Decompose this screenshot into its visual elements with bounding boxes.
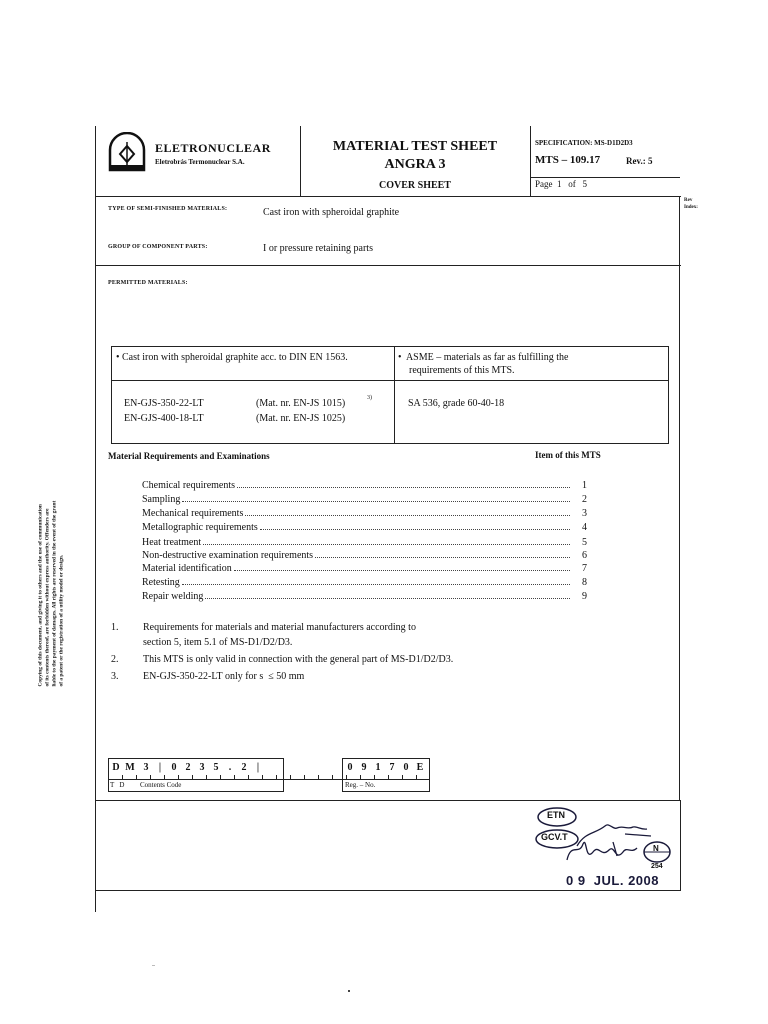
code-cell: | [158,762,162,773]
specification: SPECIFICATION: MS-D1D2D3 [535,139,633,147]
asme-material: SA 536, grade 60-40-18 [408,398,505,409]
code-cell: 2 [185,762,191,773]
note-text: section 5, item 5.1 of MS-D1/D2/D3. [143,637,293,648]
code-cell: . [228,762,232,773]
toc-number: 5 [582,537,587,548]
code-grid-tick [304,775,305,780]
etn-label: ETN [547,810,565,820]
frame-right-border [679,196,680,800]
copyright-line: Copying of this document, and giving it to others and the use of communication [37,504,44,687]
toc-label: Chemical requirements [142,480,236,491]
code-grid-tick [178,775,179,780]
material-number: (Mat. nr. EN-JS 1015) [256,398,346,409]
toc-row [142,577,587,590]
toc-number: 8 [582,577,587,588]
code-grid-tick [276,775,277,780]
note-text: Requirements for materials and material manufacturers according to [143,622,416,633]
rev-index-label: Rev Index: [684,198,698,210]
reg-cell: 1 [375,762,381,773]
doc-title-line2: ANGRA 3 [384,157,446,172]
type-label: TYPE OF SEMI-FINISHED MATERIALS: [108,206,228,212]
code-grid-tick [402,775,403,780]
toc-label: Mechanical requirements [142,508,244,519]
header-divider-2 [530,126,531,196]
toc-row [142,522,587,535]
code-cell: D [112,762,120,773]
header-rev-rule [530,177,680,178]
toc-number: 3 [582,508,587,519]
material-grade: EN-GJS-400-18-LT [124,413,204,424]
item-heading: Item of this MTS [535,450,601,460]
doc-title-line1: MATERIAL TEST SHEET [332,139,498,154]
code-cell: 2 [241,762,247,773]
note-text: EN-GJS-350-22-LT only for s ≤ 50 mm [143,671,305,682]
gcv-label: GCV.T [541,832,568,842]
toc-label: Heat treatment [142,537,202,548]
material-row [124,395,384,409]
frame-left-border [95,126,96,912]
toc-number: 4 [582,522,587,533]
stamp-date: 0 9 JUL. 2008 [566,873,659,888]
toc-number: 7 [582,563,587,574]
reg-cell: 0 [347,762,353,773]
code-grid-ticks-rule [284,779,342,780]
n-stamp [642,840,672,872]
revision: Rev.: 5 [626,156,653,166]
code-cell: M [125,762,135,773]
materials-row-divider [112,380,668,381]
code-grid-tick [234,775,235,780]
toc-row [142,550,587,563]
material-number: (Mat. nr. EN-JS 1025) [256,413,346,424]
n-stamp-number: 254 [651,863,663,870]
group-bottom-rule [95,265,681,266]
code-label-td: T D [110,781,125,789]
code-grid-tick [206,775,207,780]
materials-right-heading-2: requirements of this MTS. [409,365,515,376]
code-grid-tick [346,775,347,780]
code-grid-tick [248,775,249,780]
type-value: Cast iron with spheroidal graphite [263,207,400,218]
page-number: Page 1 of 5 [535,179,587,189]
code-cell: 5 [213,762,219,773]
code-grid-tick [360,775,361,780]
group-value: I or pressure retaining parts [263,243,373,254]
toc-number: 6 [582,550,587,561]
material-row [124,413,384,424]
n-stamp-letter: N [653,844,659,853]
material-grade: EN-GJS-350-22-LT [124,398,204,409]
code-grid-tick [122,775,123,780]
copyright-line: of its contents thereof, are forbidden without express authority. Offenders are [44,508,51,687]
materials-left-heading: • Cast iron with spheroidal graphite acc. to DIN EN 1563. [116,352,348,363]
code-grid-tick [150,775,151,780]
reg-cell: 9 [361,762,367,773]
code-cell: 3 [199,762,205,773]
code-grid-tick [332,775,333,780]
header-bottom-rule [95,196,681,197]
toc-row [142,508,587,521]
material-footnote: 3) [367,395,372,401]
code-grid-tick [192,775,193,780]
toc-number: 9 [582,591,587,602]
company-logo [108,132,146,172]
code-grid-tick [220,775,221,780]
code-grid-tick [262,775,263,780]
group-label: GROUP OF COMPONENT PARTS: [108,244,208,250]
toc-label: Non-destructive examination requirements [142,550,314,561]
toc-label: Material identification [142,563,232,574]
code-cell: | [256,762,260,773]
toc-row [142,537,587,550]
requirements-heading: Material Requirements and Examinations [108,451,270,461]
code-grid-tick [136,775,137,780]
toc-label: Sampling [142,494,181,505]
reg-cell: 0 [403,762,409,773]
code-cell: 3 [143,762,149,773]
reg-cell: 7 [389,762,395,773]
permitted-label: PERMITTED MATERIALS: [108,280,188,286]
note-number: 1. [111,622,119,633]
toc-row [142,591,587,604]
toc-label: Metallographic requirements [142,522,258,533]
materials-table [111,346,669,444]
note-number: 2. [111,654,119,665]
code-label-contents: Contents Code [140,781,182,789]
note-number: 3. [111,671,119,682]
note-text: This MTS is only valid in connection with the general part of MS-D1/D2/D3. [143,654,454,665]
toc-number: 2 [582,494,587,505]
company-subtitle: Eletrobrás Termonuclear S.A. [155,158,245,166]
toc-label: Retesting [142,577,180,588]
code-cell: 0 [171,762,177,773]
doc-subtitle: COVER SHEET [379,180,451,191]
code-grid-tick [164,775,165,780]
code-grid-tick [388,775,389,780]
toc-number: 1 [582,480,587,491]
copyright-line: liable to the payment of damages. All rights are reserved in the event of the grant [51,500,58,687]
reg-cell: E [416,762,424,773]
toc-label: Repair welding [142,591,204,602]
code-grid-tick [416,775,417,780]
code-grid-tick [374,775,375,780]
scan-speck [152,965,155,966]
scan-speck [348,990,350,992]
code-label-reg: Reg. – No. [345,781,376,789]
mts-number: MTS – 109.17 [535,154,601,166]
materials-col-divider [394,347,395,443]
toc-row [142,563,587,576]
copyright-side-note [38,412,66,687]
company-name: ELETRONUCLEAR [155,141,271,155]
code-grid-tick [290,775,291,780]
copyright-line: of a patent or the registration of a utility model or design. [58,554,65,687]
materials-right-heading-1: • ASME – materials as far as fulfilling the [398,352,569,363]
code-grid-tick [318,775,319,780]
toc-row [142,494,587,507]
code-grid-midrule-left [108,779,284,780]
toc-row [142,480,587,493]
